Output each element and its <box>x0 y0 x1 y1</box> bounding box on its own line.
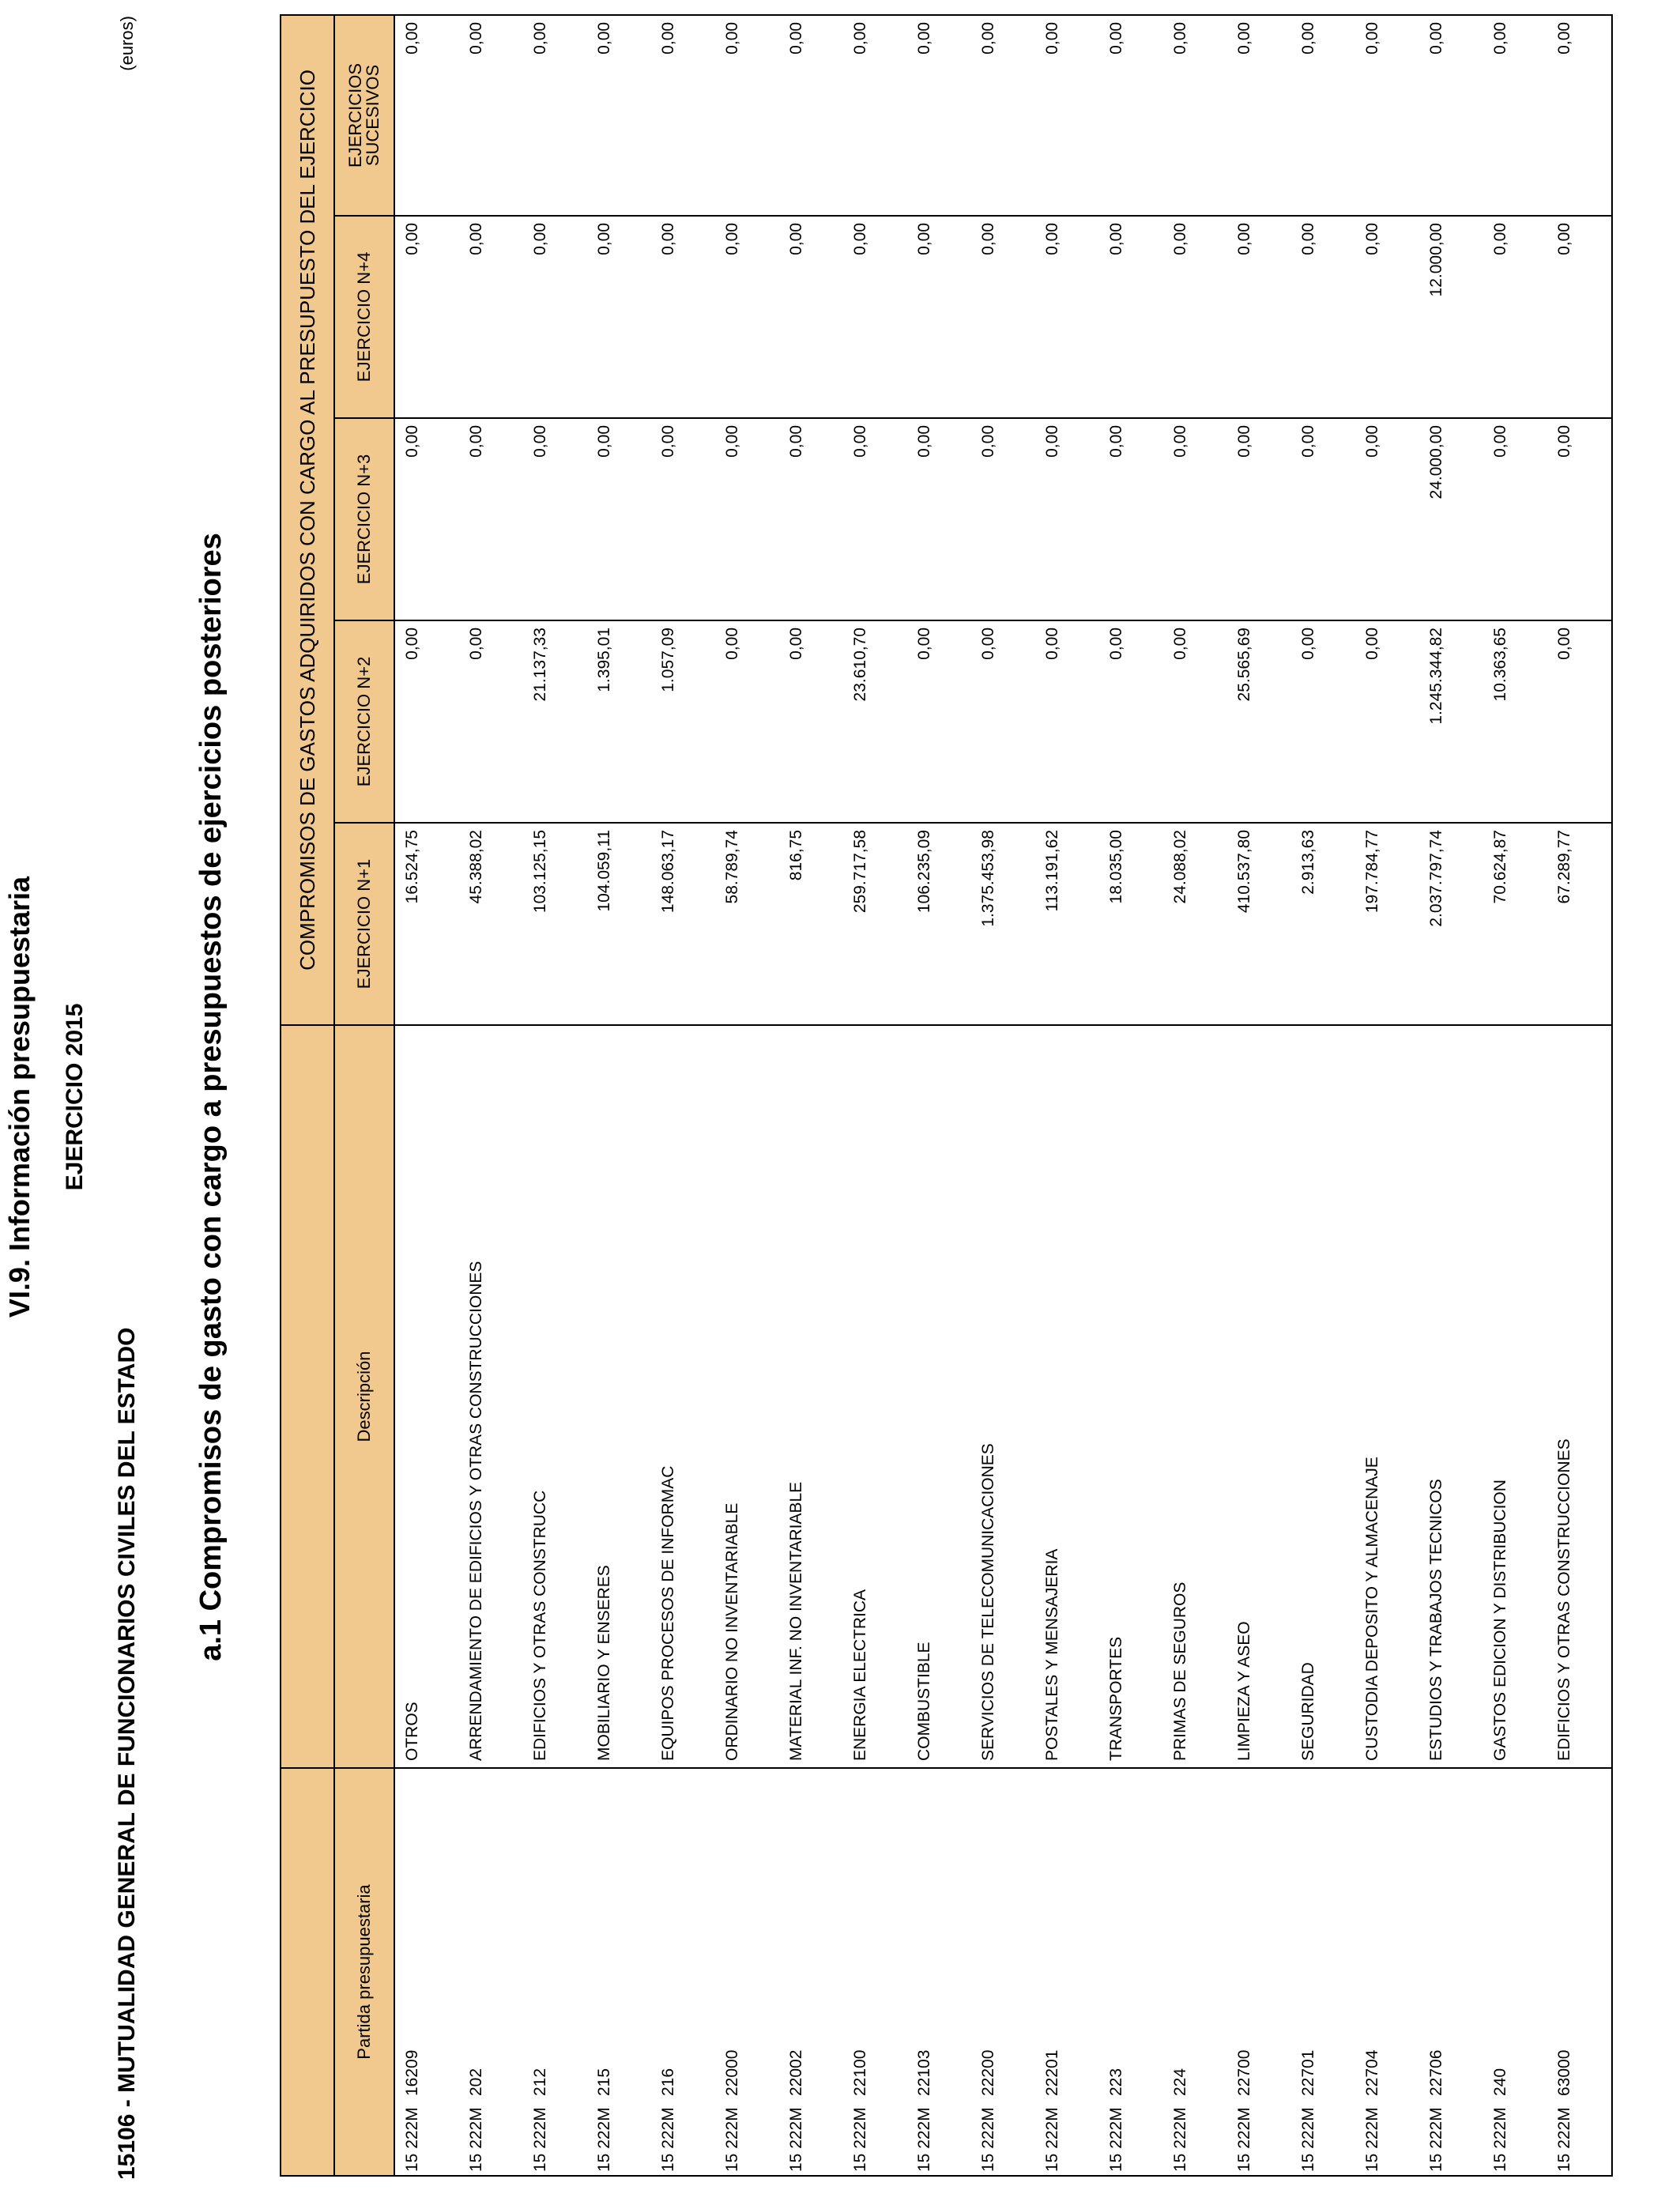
cell-suc: 0,00 <box>1355 15 1419 216</box>
table-row <box>1419 15 1483 2176</box>
table-row <box>1355 15 1419 2176</box>
cell-n4: 0,00 <box>843 216 907 418</box>
cell-n4: 0,00 <box>459 216 523 418</box>
partida-code: 22700 <box>1235 2049 1253 2096</box>
cell-n4: 0,00 <box>1355 216 1419 418</box>
partida-code: 212 <box>531 2068 549 2096</box>
cell-suc: 0,00 <box>394 15 459 216</box>
cell-suc: 0,00 <box>1483 15 1547 216</box>
cell-n3: 0,00 <box>394 418 459 620</box>
table-body <box>394 15 1612 2176</box>
partida-program: 15 222M <box>1171 2107 1189 2172</box>
table-row <box>1163 15 1227 2176</box>
cell-descripcion: SERVICIOS DE TELECOMUNICACIONES <box>971 1025 1035 1768</box>
cell-n1: 2.037.797,74 <box>1419 823 1483 1025</box>
table-row <box>1483 15 1547 2176</box>
table-row <box>459 15 523 2176</box>
cell-n1: 70.624,87 <box>1483 823 1547 1025</box>
report-year: EJERCICIO 2015 <box>62 1003 88 1191</box>
cell-n4: 0,00 <box>1291 216 1355 418</box>
cell-n1: 1.375.453,98 <box>971 823 1035 1025</box>
cell-partida <box>587 1768 651 2176</box>
cell-n2: 0,00 <box>779 620 843 823</box>
partida-code: 22201 <box>1043 2049 1061 2096</box>
cell-n3: 24.000,00 <box>1419 418 1483 620</box>
cell-descripcion: GASTOS EDICION Y DISTRIBUCION <box>1483 1025 1547 1768</box>
partida-program: 15 222M <box>1043 2107 1061 2172</box>
cell-n4: 0,00 <box>1483 216 1547 418</box>
header-blank-partida <box>281 1768 334 2176</box>
commitments-table <box>280 14 1613 2177</box>
partida-program: 15 222M <box>659 2107 677 2172</box>
cell-partida <box>1291 1768 1355 2176</box>
partida-code: 215 <box>595 2068 613 2096</box>
cell-suc: 0,00 <box>715 15 779 216</box>
table-row <box>1227 15 1291 2176</box>
partida-code: 240 <box>1491 2068 1509 2096</box>
column-header-n4: EJERCICIO N+4 <box>334 216 394 418</box>
cell-descripcion: OTROS <box>394 1025 459 1768</box>
cell-n2: 0,00 <box>1547 620 1612 823</box>
table-row <box>651 15 715 2176</box>
cell-n4: 0,00 <box>1035 216 1099 418</box>
cell-n2: 0,00 <box>459 620 523 823</box>
cell-suc: 0,00 <box>651 15 715 216</box>
cell-n4: 0,00 <box>1227 216 1291 418</box>
cell-n3: 0,00 <box>1547 418 1612 620</box>
cell-n3: 0,00 <box>971 418 1035 620</box>
table-row <box>523 15 587 2176</box>
cell-n3: 0,00 <box>459 418 523 620</box>
header-blank-descripcion <box>281 1025 334 1768</box>
cell-suc: 0,00 <box>1227 15 1291 216</box>
cell-n1: 197.784,77 <box>1355 823 1419 1025</box>
cell-descripcion: EDIFICIOS Y OTRAS CONSTRUCCIONES <box>1547 1025 1612 1768</box>
table-row <box>394 15 459 2176</box>
cell-partida <box>1227 1768 1291 2176</box>
cell-n3: 0,00 <box>1291 418 1355 620</box>
partida-code: 22002 <box>787 2049 805 2096</box>
cell-descripcion: CUSTODIA DEPOSITO Y ALMACENAJE <box>1355 1025 1419 1768</box>
cell-n2: 21.137,33 <box>523 620 587 823</box>
partida-program: 15 222M <box>851 2107 869 2172</box>
cell-suc: 0,00 <box>459 15 523 216</box>
column-header-n1: EJERCICIO N+1 <box>334 823 394 1025</box>
table-row <box>779 15 843 2176</box>
cell-descripcion: EQUIPOS PROCESOS DE INFORMAC <box>651 1025 715 1768</box>
cell-n4: 0,00 <box>779 216 843 418</box>
cell-partida <box>907 1768 971 2176</box>
cell-n1: 24.088,02 <box>1163 823 1227 1025</box>
cell-n4: 0,00 <box>1099 216 1163 418</box>
table-row <box>971 15 1035 2176</box>
cell-n3: 0,00 <box>1035 418 1099 620</box>
column-header-sucesivos-line2: SUCESIVOS <box>363 64 382 167</box>
cell-descripcion: MATERIAL INF. NO INVENTARIABLE <box>779 1025 843 1768</box>
cell-n3: 0,00 <box>587 418 651 620</box>
cell-descripcion: ESTUDIOS Y TRABAJOS TECNICOS <box>1419 1025 1483 1768</box>
cell-n3: 0,00 <box>843 418 907 620</box>
cell-n1: 58.789,74 <box>715 823 779 1025</box>
cell-n3: 0,00 <box>1483 418 1547 620</box>
cell-n1: 2.913,63 <box>1291 823 1355 1025</box>
cell-suc: 0,00 <box>587 15 651 216</box>
cell-n3: 0,00 <box>715 418 779 620</box>
cell-n4: 0,00 <box>1547 216 1612 418</box>
column-header-sucesivos-line1: EJERCICIOS <box>345 62 365 168</box>
cell-descripcion: MOBILIARIO Y ENSERES <box>587 1025 651 1768</box>
partida-code: 22100 <box>851 2049 869 2096</box>
cell-n2: 0,00 <box>394 620 459 823</box>
cell-n3: 0,00 <box>779 418 843 620</box>
partida-program: 15 222M <box>1491 2107 1509 2172</box>
cell-n1: 18.035,00 <box>1099 823 1163 1025</box>
cell-n2: 1.245.344,82 <box>1419 620 1483 823</box>
cell-suc: 0,00 <box>779 15 843 216</box>
cell-suc: 0,00 <box>907 15 971 216</box>
partida-code: 22704 <box>1363 2049 1381 2096</box>
partida-code: 22103 <box>915 2049 933 2096</box>
section-subtitle: a.1 Compromisos de gasto con cargo a presupuestos de ejercicios posteriores <box>194 533 228 1661</box>
cell-descripcion: EDIFICIOS Y OTRAS CONSTRUCC <box>523 1025 587 1768</box>
cell-descripcion: SEGURIDAD <box>1291 1025 1355 1768</box>
cell-partida <box>1419 1768 1483 2176</box>
table-row <box>587 15 651 2176</box>
partida-code: 22701 <box>1299 2049 1317 2096</box>
cell-partida <box>715 1768 779 2176</box>
cell-n2: 0,00 <box>971 620 1035 823</box>
report-title: VI.9. Información presupuestaria <box>3 876 36 1318</box>
cell-suc: 0,00 <box>1163 15 1227 216</box>
table-row <box>1547 15 1612 2176</box>
cell-partida <box>843 1768 907 2176</box>
partida-program: 15 222M <box>723 2107 741 2172</box>
cell-n3: 0,00 <box>651 418 715 620</box>
column-header-descripcion: Descripción <box>334 1025 394 1768</box>
cell-n2: 1.395,01 <box>587 620 651 823</box>
cell-descripcion: COMBUSTIBLE <box>907 1025 971 1768</box>
cell-partida <box>651 1768 715 2176</box>
cell-suc: 0,00 <box>1035 15 1099 216</box>
cell-n2: 0,00 <box>1035 620 1099 823</box>
cell-n1: 113.191,62 <box>1035 823 1099 1025</box>
cell-n1: 16.524,75 <box>394 823 459 1025</box>
partida-code: 16209 <box>403 2049 421 2096</box>
cell-n1: 103.125,15 <box>523 823 587 1025</box>
partida-code: 22706 <box>1427 2049 1445 2096</box>
cell-descripcion: ARRENDAMIENTO DE EDIFICIOS Y OTRAS CONSTRUCCIONES <box>459 1025 523 1768</box>
partida-program: 15 222M <box>1363 2107 1381 2172</box>
cell-n4: 0,00 <box>971 216 1035 418</box>
cell-suc: 0,00 <box>1099 15 1163 216</box>
cell-n4: 0,00 <box>523 216 587 418</box>
cell-n2: 0,00 <box>1355 620 1419 823</box>
partida-code: 216 <box>659 2068 677 2096</box>
partida-program: 15 222M <box>1235 2107 1253 2172</box>
partida-program: 15 222M <box>531 2107 549 2172</box>
cell-partida <box>1163 1768 1227 2176</box>
cell-descripcion: ORDINARIO NO INVENTARIABLE <box>715 1025 779 1768</box>
partida-program: 15 222M <box>1107 2107 1125 2172</box>
column-header-partida: Partida presupuestaria <box>334 1768 394 2176</box>
cell-n3: 0,00 <box>1355 418 1419 620</box>
table-row <box>1099 15 1163 2176</box>
group-header: COMPROMISOS DE GASTOS ADQUIRIDOS CON CARGO AL PRESUPUESTO DEL EJERCICIO <box>281 15 334 1025</box>
cell-suc: 0,00 <box>1291 15 1355 216</box>
partida-program: 15 222M <box>403 2107 421 2172</box>
cell-n2: 0,00 <box>715 620 779 823</box>
cell-descripcion: LIMPIEZA Y ASEO <box>1227 1025 1291 1768</box>
cell-n3: 0,00 <box>1099 418 1163 620</box>
cell-partida <box>1483 1768 1547 2176</box>
cell-descripcion: TRANSPORTES <box>1099 1025 1163 1768</box>
cell-n4: 0,00 <box>587 216 651 418</box>
cell-n2: 0,00 <box>1163 620 1227 823</box>
column-header-n3: EJERCICIO N+3 <box>334 418 394 620</box>
cell-partida <box>971 1768 1035 2176</box>
table-row <box>715 15 779 2176</box>
cell-n2: 25.565,69 <box>1227 620 1291 823</box>
cell-partida <box>779 1768 843 2176</box>
cell-n2: 0,00 <box>907 620 971 823</box>
table-row <box>1035 15 1099 2176</box>
cell-n3: 0,00 <box>1227 418 1291 620</box>
partida-program: 15 222M <box>979 2107 997 2172</box>
cell-n3: 0,00 <box>907 418 971 620</box>
partida-code: 223 <box>1107 2068 1125 2096</box>
cell-n1: 45.388,02 <box>459 823 523 1025</box>
cell-n4: 12.000,00 <box>1419 216 1483 418</box>
table-row <box>1291 15 1355 2176</box>
cell-n2: 0,00 <box>1099 620 1163 823</box>
cell-suc: 0,00 <box>1419 15 1483 216</box>
cell-partida <box>394 1768 459 2176</box>
cell-n4: 0,00 <box>1163 216 1227 418</box>
cell-suc: 0,00 <box>971 15 1035 216</box>
cell-descripcion: PRIMAS DE SEGUROS <box>1163 1025 1227 1768</box>
cell-n2: 0,00 <box>1291 620 1355 823</box>
partida-code: 22200 <box>979 2049 997 2096</box>
cell-n4: 0,00 <box>907 216 971 418</box>
cell-n1: 67.289,77 <box>1547 823 1612 1025</box>
partida-program: 15 222M <box>1555 2107 1573 2172</box>
partida-program: 15 222M <box>467 2107 485 2172</box>
cell-descripcion: ENERGIA ELECTRICA <box>843 1025 907 1768</box>
cell-descripcion: POSTALES Y MENSAJERIA <box>1035 1025 1099 1768</box>
cell-partida <box>1547 1768 1612 2176</box>
partida-program: 15 222M <box>595 2107 613 2172</box>
cell-n1: 148.063,17 <box>651 823 715 1025</box>
cell-n4: 0,00 <box>651 216 715 418</box>
cell-suc: 0,00 <box>523 15 587 216</box>
cell-n4: 0,00 <box>715 216 779 418</box>
partida-code: 224 <box>1171 2068 1189 2096</box>
partida-code: 22000 <box>723 2049 741 2096</box>
cell-n3: 0,00 <box>523 418 587 620</box>
cell-partida <box>1035 1768 1099 2176</box>
table-row <box>843 15 907 2176</box>
partida-program: 15 222M <box>1427 2107 1445 2172</box>
partida-program: 15 222M <box>787 2107 805 2172</box>
cell-suc: 0,00 <box>1547 15 1612 216</box>
cell-partida <box>459 1768 523 2176</box>
cell-partida <box>1355 1768 1419 2176</box>
column-header-sucesivos <box>334 15 394 216</box>
cell-partida <box>523 1768 587 2176</box>
cell-n2: 1.057,09 <box>651 620 715 823</box>
cell-n2: 23.610,70 <box>843 620 907 823</box>
column-header-n2: EJERCICIO N+2 <box>334 620 394 823</box>
cell-n4: 0,00 <box>394 216 459 418</box>
partida-code: 202 <box>467 2068 485 2096</box>
cell-n1: 106.235,09 <box>907 823 971 1025</box>
partida-code: 63000 <box>1555 2049 1573 2096</box>
partida-program: 15 222M <box>915 2107 933 2172</box>
cell-n3: 0,00 <box>1163 418 1227 620</box>
cell-n2: 10.363,65 <box>1483 620 1547 823</box>
cell-suc: 0,00 <box>843 15 907 216</box>
cell-n1: 104.059,11 <box>587 823 651 1025</box>
partida-program: 15 222M <box>1299 2107 1317 2172</box>
cell-n1: 410.537,80 <box>1227 823 1291 1025</box>
cell-partida <box>1099 1768 1163 2176</box>
table-row <box>907 15 971 2176</box>
cell-n1: 816,75 <box>779 823 843 1025</box>
cell-n1: 259.717,58 <box>843 823 907 1025</box>
units-label: (euros) <box>117 16 137 71</box>
organism-name: 15106 - MUTUALIDAD GENERAL DE FUNCIONARIOS CIVILES DEL ESTADO <box>114 1327 140 2180</box>
